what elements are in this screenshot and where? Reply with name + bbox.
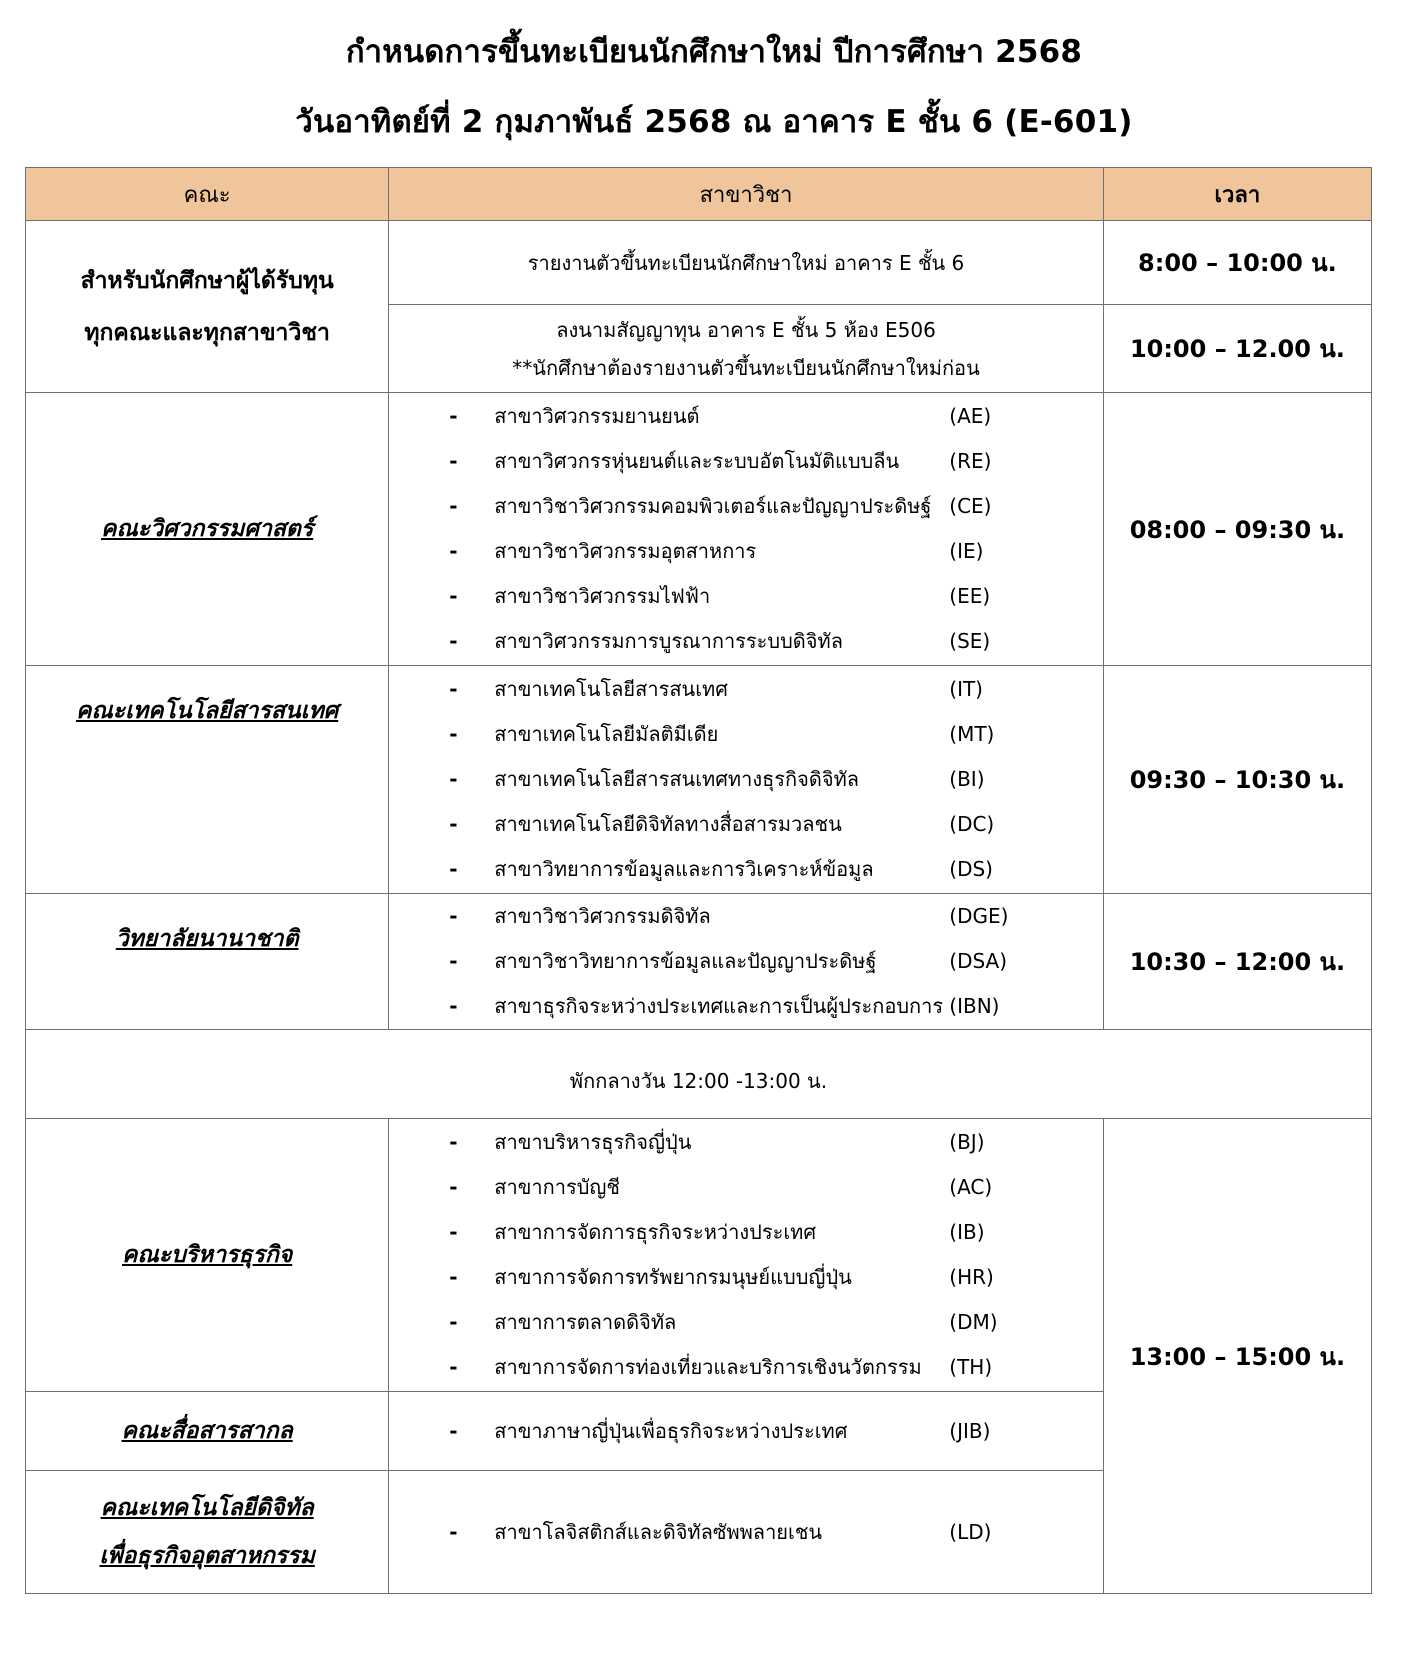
- list-item: [389, 939, 1103, 984]
- bullet-dash: -: [449, 629, 458, 653]
- scholarship-time-2: 10:00 – 12.00 น.: [1103, 305, 1371, 393]
- scholarship-label: สำหรับนักศึกษาผู้ได้รับทุน ทุกคณะและทุกสาขาวิชา: [26, 221, 389, 393]
- list-item: [389, 529, 1103, 574]
- major-list: [389, 894, 1103, 1029]
- faculty-business: คณะบริหารธุรกิจ: [26, 1119, 389, 1392]
- major-name: สาขาเทคโนโลยีสารสนเทศทางธุรกิจดิจิทัล: [494, 767, 860, 791]
- major-name: สาขาการจัดการท่องเที่ยวและบริการเชิงนวัตกรรม: [494, 1355, 922, 1379]
- header-major: สาขาวิชา: [389, 168, 1104, 221]
- major-name: สาขาการตลาดดิจิทัล: [494, 1310, 677, 1334]
- header-faculty: คณะ: [26, 168, 389, 221]
- bullet-dash: -: [449, 1265, 458, 1289]
- major-name: สาขาวิชาวิศวกรรมคอมพิวเตอร์และปัญญาประดิษฐ์: [494, 494, 932, 518]
- major-code: (JIB): [949, 1418, 991, 1443]
- table-row: [26, 666, 1372, 894]
- major-name: สาขาวิทยาการข้อมูลและการวิเคราะห์ข้อมูล: [494, 857, 874, 881]
- major-name: สาขาวิชาวิศวกรรมไฟฟ้า: [494, 584, 711, 608]
- major-name: สาขาเทคโนโลยีมัลติมีเดีย: [494, 722, 719, 746]
- major-code: (TH): [949, 1355, 993, 1379]
- major-name: สาขาวิศวกรรหุ่นยนต์และระบบอัตโนมัติแบบลีน: [494, 449, 900, 473]
- header-time: เวลา: [1103, 168, 1371, 221]
- list-item: [389, 1300, 1103, 1345]
- major-list: [389, 1409, 1103, 1454]
- list-item: [389, 1120, 1103, 1165]
- bullet-dash: -: [449, 857, 458, 881]
- list-item: [389, 757, 1103, 802]
- major-name: สาขาวิชาวิทยาการข้อมูลและปัญญาประดิษฐ์: [494, 949, 877, 973]
- major-code: (SE): [949, 629, 991, 653]
- major-name: สาขาธุรกิจระหว่างประเทศและการเป็นผู้ประกอบการ: [494, 994, 944, 1018]
- major-list: [389, 394, 1103, 664]
- time-afternoon: 13:00 – 15:00 น.: [1103, 1119, 1371, 1594]
- major-name: สาขาโลจิสติกส์และดิจิทัลซัพพลายเชน: [494, 1519, 823, 1544]
- table-row: [26, 1030, 1372, 1119]
- bullet-dash: -: [449, 677, 458, 701]
- bullet-dash: -: [449, 1130, 458, 1154]
- major-code: (IT): [949, 677, 983, 701]
- major-code: (LD): [949, 1519, 992, 1544]
- major-code: (BI): [949, 767, 985, 791]
- bullet-dash: -: [449, 1418, 458, 1443]
- major-code: (IBN): [949, 994, 1000, 1018]
- bullet-dash: -: [449, 1175, 458, 1199]
- major-list-cell: [389, 1119, 1104, 1392]
- list-item: [389, 1409, 1103, 1454]
- major-list-cell: [389, 1392, 1104, 1471]
- list-item: [389, 574, 1103, 619]
- list-item: [389, 484, 1103, 529]
- table-row: [26, 221, 1372, 305]
- major-list-cell: [389, 393, 1104, 666]
- major-name: สาขาเทคโนโลยีสารสนเทศ: [494, 677, 728, 701]
- bullet-dash: -: [449, 584, 458, 608]
- major-code: (DM): [949, 1310, 998, 1334]
- major-code: (AE): [949, 404, 992, 428]
- major-name: สาขาการบัญชี: [494, 1175, 620, 1199]
- table-row: [26, 1119, 1372, 1392]
- faculty-digital-technology: คณะเทคโนโลยีดิจิทัล เพื่อธุรกิจอุตสาหกรรม: [26, 1471, 389, 1594]
- list-item: [389, 847, 1103, 892]
- major-name: สาขาวิชาวิศวกรรมอุตสาหการ: [494, 539, 757, 563]
- schedule-table: [25, 167, 1372, 1594]
- major-list: [389, 1510, 1103, 1555]
- major-name: สาขาบริหารธุรกิจญี่ปุ่น: [494, 1130, 692, 1154]
- page-title: กำหนดการขึ้นทะเบียนนักศึกษาใหม่ ปีการศึกษา 2568: [345, 34, 1083, 70]
- major-code: (AC): [949, 1175, 993, 1199]
- bullet-dash: -: [449, 449, 458, 473]
- major-list-cell: [389, 894, 1104, 1030]
- faculty-engineering: คณะวิศวกรรมศาสตร์: [26, 393, 389, 666]
- list-item: [389, 1165, 1103, 1210]
- list-item: [389, 439, 1103, 484]
- time-it: 09:30 – 10:30 น.: [1103, 666, 1371, 894]
- bullet-dash: -: [449, 949, 458, 973]
- bullet-dash: -: [449, 904, 458, 928]
- major-name: สาขาวิศวกรรมยานยนต์: [494, 404, 700, 428]
- major-code: (HR): [949, 1265, 994, 1289]
- bullet-dash: -: [449, 994, 458, 1018]
- list-item: [389, 1510, 1103, 1555]
- bullet-dash: -: [449, 812, 458, 836]
- lunch-break: พักกลางวัน 12:00 -13:00 น.: [26, 1030, 1372, 1119]
- major-code: (MT): [949, 722, 995, 746]
- faculty-international: วิทยาลัยนานาชาติ: [26, 894, 389, 1030]
- bullet-dash: -: [449, 539, 458, 563]
- major-name: สาขาการจัดการธุรกิจระหว่างประเทศ: [494, 1220, 817, 1244]
- list-item: [389, 984, 1103, 1029]
- major-code: (BJ): [949, 1130, 985, 1154]
- list-item: [389, 802, 1103, 847]
- major-code: (IE): [949, 539, 984, 563]
- faculty-it: คณะเทคโนโลยีสารสนเทศ: [26, 666, 389, 894]
- table-header-row: [26, 168, 1372, 221]
- major-code: (DC): [949, 812, 995, 836]
- time-engineering: 08:00 – 09:30 น.: [1103, 393, 1371, 666]
- bullet-dash: -: [449, 1519, 458, 1544]
- major-list-cell: [389, 1471, 1104, 1594]
- major-name: สาขาวิศวกรรมการบูรณาการระบบดิจิทัล: [494, 629, 843, 653]
- bullet-dash: -: [449, 494, 458, 518]
- table-row: [26, 393, 1372, 666]
- list-item: [389, 1210, 1103, 1255]
- list-item: [389, 712, 1103, 757]
- list-item: [389, 619, 1103, 664]
- major-code: (DSA): [949, 949, 1008, 973]
- bullet-dash: -: [449, 1355, 458, 1379]
- list-item: [389, 394, 1103, 439]
- page-subtitle: วันอาทิตย์ที่ 2 กุมภาพันธ์ 2568 ณ อาคาร E ชั้น 6 (E-601): [295, 104, 1133, 140]
- major-name: สาขาวิชาวิศวกรรมดิจิทัล: [494, 904, 711, 928]
- major-list: [389, 1120, 1103, 1390]
- major-name: สาขาการจัดการทรัพยากรมนุษย์แบบญี่ปุ่น: [494, 1265, 852, 1289]
- faculty-communication: คณะสื่อสารสากล: [26, 1392, 389, 1471]
- table-row: [26, 894, 1372, 1030]
- bullet-dash: -: [449, 722, 458, 746]
- bullet-dash: -: [449, 1310, 458, 1334]
- time-international: 10:30 – 12:00 น.: [1103, 894, 1371, 1030]
- list-item: [389, 667, 1103, 712]
- bullet-dash: -: [449, 767, 458, 791]
- major-code: (RE): [949, 449, 992, 473]
- major-code: (DGE): [949, 904, 1009, 928]
- major-code: (CE): [949, 494, 992, 518]
- list-item: [389, 1345, 1103, 1390]
- major-code: (IB): [949, 1220, 985, 1244]
- major-list: [389, 667, 1103, 892]
- major-name: สาขาภาษาญี่ปุ่นเพื่อธุรกิจระหว่างประเทศ: [494, 1418, 848, 1443]
- bullet-dash: -: [449, 404, 458, 428]
- scholarship-task-report: รายงานตัวขึ้นทะเบียนนักศึกษาใหม่ อาคาร E ชั้น 6: [389, 221, 1104, 305]
- major-list-cell: [389, 666, 1104, 894]
- list-item: [389, 894, 1103, 939]
- list-item: [389, 1255, 1103, 1300]
- scholarship-time-1: 8:00 – 10:00 น.: [1103, 221, 1371, 305]
- scholarship-task-contract: ลงนามสัญญาทุน อาคาร E ชั้น 5 ห้อง E506 **นักศึกษาต้องรายงานตัวขึ้นทะเบียนนักศึกษาใหม่ก่อน: [389, 305, 1104, 393]
- major-name: สาขาเทคโนโลยีดิจิทัลทางสื่อสารมวลชน: [494, 812, 842, 836]
- major-code: (DS): [949, 857, 993, 881]
- major-code: (EE): [949, 584, 991, 608]
- bullet-dash: -: [449, 1220, 458, 1244]
